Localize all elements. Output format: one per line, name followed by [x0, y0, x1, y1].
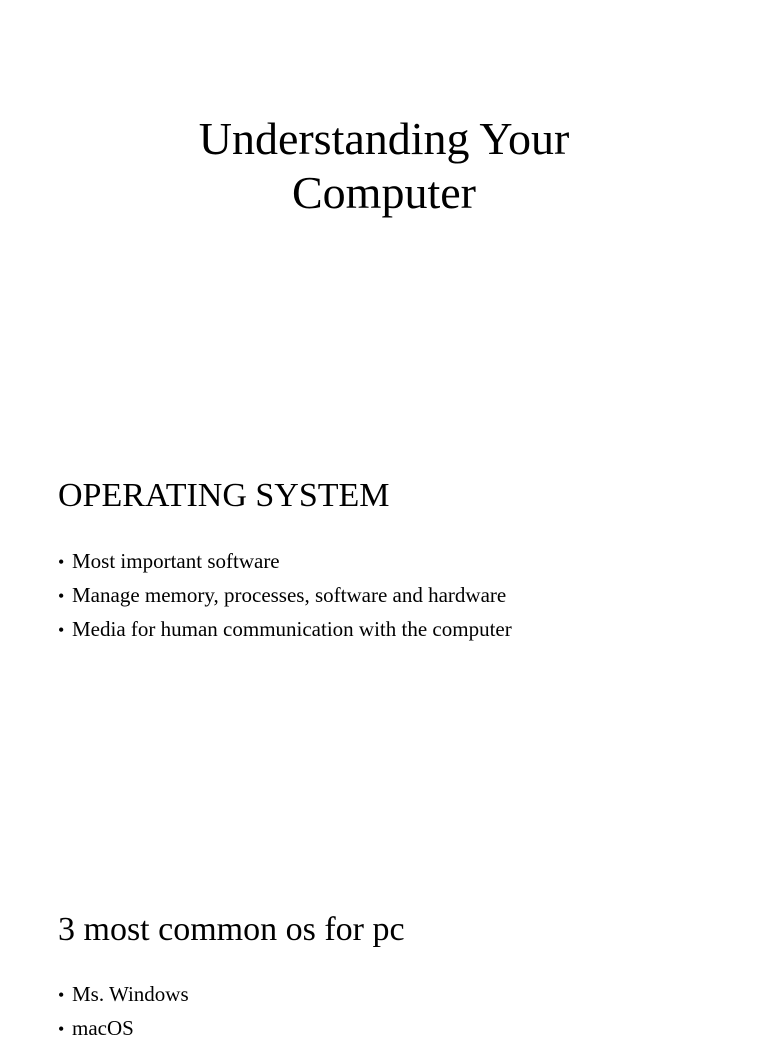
bullet-icon: • [58, 586, 65, 606]
list-item [58, 978, 189, 1012]
bullet-text: Ms. Windows [72, 982, 189, 1006]
bullet-text: macOS [72, 1016, 134, 1040]
list-item [58, 613, 512, 647]
bullet-text: Most important software [72, 549, 280, 573]
common-os-bullet-list [58, 978, 189, 1046]
bullet-text: Media for human communication with the computer [72, 617, 512, 641]
bullet-icon: • [58, 552, 65, 572]
list-item [58, 1012, 189, 1046]
operating-system-bullet-list [58, 545, 512, 647]
list-item [58, 545, 512, 579]
title-slide [0, 112, 768, 220]
slide-title-line-2: Computer [292, 167, 476, 218]
common-os-heading: 3 most common os for pc [58, 911, 405, 948]
bullet-icon: • [58, 985, 65, 1005]
bullet-icon: • [58, 620, 65, 640]
operating-system-heading: OPERATING SYSTEM [58, 477, 390, 514]
slide-title-line-1: Understanding Your [198, 113, 570, 164]
list-item [58, 579, 512, 613]
bullet-icon: • [58, 1019, 65, 1039]
bullet-text: Manage memory, processes, software and hardware [72, 583, 507, 607]
